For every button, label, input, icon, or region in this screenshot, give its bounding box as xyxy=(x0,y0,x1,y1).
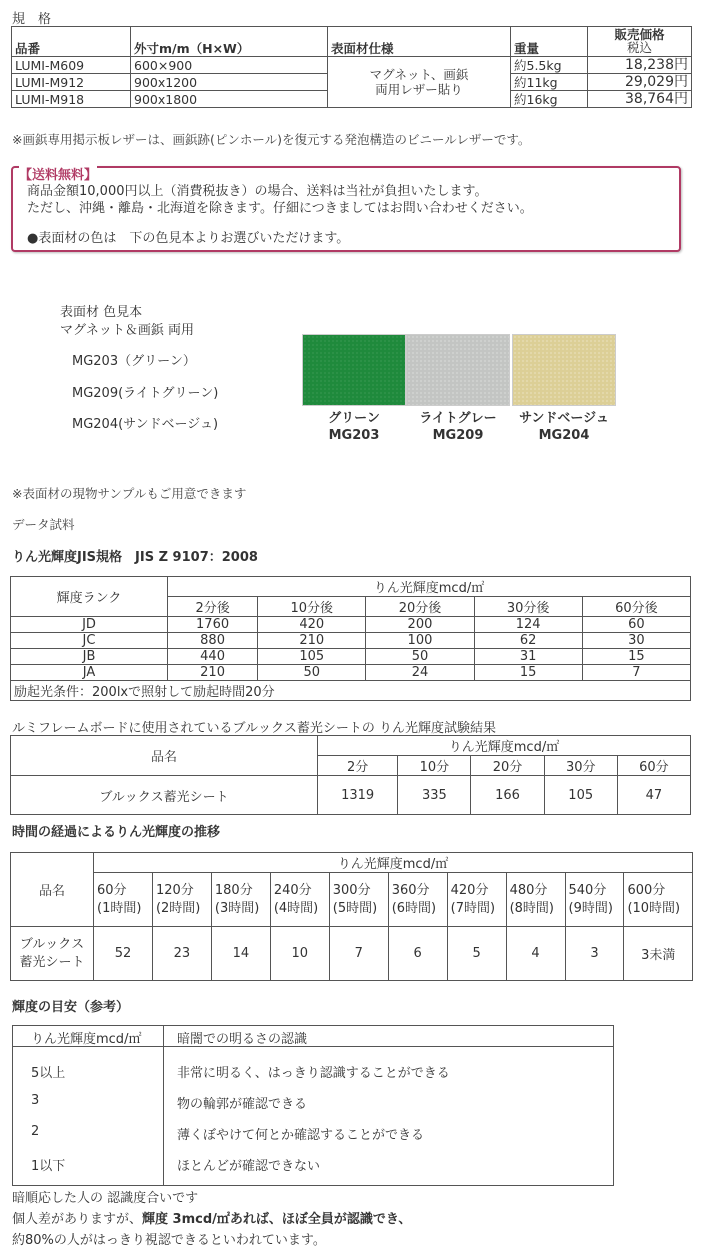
surface-spec: マグネット、画鋲 両用レザー貼り xyxy=(328,57,511,108)
shipping-box xyxy=(11,166,681,252)
beige-texture-icon xyxy=(512,334,616,406)
col-size: 外寸m/m（H×W） xyxy=(131,27,328,57)
table-row: JA 210 50 24 15 7 xyxy=(11,665,691,681)
col-code: 品番 xyxy=(12,27,131,57)
guide-foot1: 暗順応した人の 認識度合いです xyxy=(12,1191,199,1206)
table-row: ブルックス蓄光シート 1319 335 166 105 47 xyxy=(11,776,691,815)
name-header: 品名 xyxy=(11,736,318,776)
bruckes-title: ルミフレームボードに使用されているブルックス蓄光シートの りん光輝度試験結果 xyxy=(12,721,496,736)
green-texture-icon xyxy=(302,334,406,406)
color-list-item: MG204(サンドベージュ) xyxy=(72,417,219,432)
guide-table: りん光輝度mcd/㎡ 暗闇での明るさの認識 5以上 非常に明るく、はっきり認識することができる 3 物の輪郭が確認できる 2 薄くぼやけて何とか確認することができる 1以下 ほとんどが確認できない xyxy=(12,1025,614,1186)
data-title: データ試料 xyxy=(12,517,75,532)
spec-row: LUMI-M912 900x1200 約11kg 29,029円 xyxy=(12,74,692,91)
name-header: 品名 xyxy=(11,853,94,927)
bruckes-table: 品名 りん光輝度mcd/㎡ 2分 10分 20分 30分 60分 ブルックス蓄光シート 1319 335 166 105 47 xyxy=(10,735,691,815)
shipping-line1: 商品金額10,000円以上（消費税抜き）の場合、送料は当社が負担いたします。 xyxy=(27,184,488,199)
col-weight: 重量 xyxy=(511,27,588,57)
sample-note: ※表面材の現物サンプルもご用意できます xyxy=(12,486,247,501)
unit-header: りん光輝度mcd/㎡ xyxy=(94,853,693,873)
unit-header: りん光輝度mcd/㎡ xyxy=(168,577,691,597)
color-title: 表面材 色見本 xyxy=(60,305,143,320)
trend-table: 品名 りん光輝度mcd/㎡ 60分 (1時間) 120分 (2時間) 180分 (3時間) 240分 (4時間) 300分 (5時間) 360分 (6時間) 420分 (7時間) 480分 (8時間) 540分 (9時間) 600分 (10時間) ブルックス 蓄光シート 52 23 14 10 7 6 5 4 3 3未満 xyxy=(10,852,693,981)
spec-table xyxy=(11,26,692,108)
shipping-head: 【送料無料】 xyxy=(19,164,97,183)
jis-table: 輝度ランク りん光輝度mcd/㎡ 2分後 10分後 20分後 30分後 60分後 JD 1760 420 200 124 60 JC 880 210 100 62 30 JB 440 105 50 31 15 JA 210 50 24 15 7 励起光条件：200lxで照射して励起時間20分 xyxy=(10,576,691,701)
guide-foot2: 個人差がありますが、輝度 3mcd/㎡あれば、ほぼ全員が認識でき、 xyxy=(12,1212,412,1227)
rank-header: 輝度ランク xyxy=(11,577,168,617)
table-row: ブルックス 蓄光シート 52 23 14 10 7 6 5 4 3 3未満 xyxy=(11,927,693,981)
spec-note: ※画鋲専用掲示板レザーは、画鋲跡(ピンホール)を復元する発泡構造のビニールレザーです。 xyxy=(12,132,531,147)
jis-title: りん光輝度JIS規格 JIS Z 9107：2008 xyxy=(12,550,258,565)
color-subtitle: マグネット＆画鋲 両用 xyxy=(60,323,195,338)
table-row: JC 880 210 100 62 30 xyxy=(11,633,691,649)
table-row: JD 1760 420 200 124 60 xyxy=(11,617,691,633)
swatch-lightgray: ライトグレー MG209 xyxy=(406,334,510,444)
spec-row: LUMI-M609 600×900 マグネット、画鋲 両用レザー貼り 約5.5kg 18,238円 xyxy=(12,57,692,74)
col-price: 販売価格 税込 xyxy=(588,27,692,57)
gray-texture-icon xyxy=(406,334,510,406)
swatch-green: グリーン MG203 xyxy=(302,334,406,444)
guide-foot3: 約80%の人がはっきり視認できるといわれています。 xyxy=(12,1233,326,1248)
unit-header: りん光輝度mcd/㎡ xyxy=(318,736,691,756)
spec-title: 規 格 xyxy=(12,12,52,27)
color-list-item: MG203（グリーン） xyxy=(72,354,196,369)
color-list-item: MG209(ライトグリーン) xyxy=(72,386,219,401)
spec-row: LUMI-M918 900x1800 約16kg 38,764円 xyxy=(12,91,692,108)
shipping-line2: ただし、沖縄・離島・北海道を除きます。仔細につきましてはお問い合わせください。 xyxy=(27,201,533,216)
swatch-sandbeige: サンドベージュ MG204 xyxy=(512,334,616,444)
col-surface: 表面材仕様 xyxy=(328,27,511,57)
jis-condition: 励起光条件：200lxで照射して励起時間20分 xyxy=(11,681,691,701)
table-row: JB 440 105 50 31 15 xyxy=(11,649,691,665)
trend-title: 時間の経過によるりん光輝度の推移 xyxy=(12,825,221,840)
shipping-line3: ●表面材の色は 下の色見本よりお選びいただけます。 xyxy=(27,231,350,246)
guide-title: 輝度の目安（参考） xyxy=(12,1000,130,1015)
